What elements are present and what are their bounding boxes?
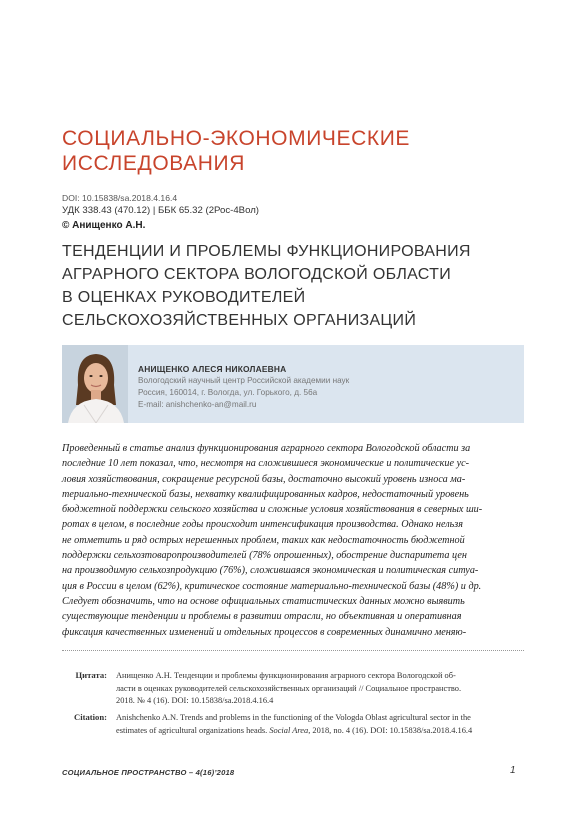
- abstract-line: существующие тенденции и проблемы в развитии отрасли, но объективная и оперативная: [62, 611, 462, 623]
- citation-ru: [116, 670, 524, 708]
- abstract-line: ротах в целом, в последние годы происходит интенсификация производства. Однако нельзя: [62, 519, 464, 531]
- article-title-line: ТЕНДЕНЦИИ И ПРОБЛЕМЫ ФУНКЦИОНИРОВАНИЯ: [62, 243, 471, 260]
- abstract-line: фиксация качественных изменений и отдельных процессов в современных динамично меняю-: [62, 626, 467, 638]
- author-affiliation: Вологодский научный центр Российской академии наук: [138, 376, 350, 385]
- citation-en-text: , 2018, no. 4 (16). DOI: 10.15838/sa.2018.4.16.4: [308, 725, 473, 735]
- article-title: [62, 240, 532, 332]
- abstract-line: последние 10 лет показал, что, несмотря на сложившиеся экономические и политические ус-: [62, 458, 470, 470]
- abstract-line: не отметить и ряд острых нерешенных проблем, таких как недостаточность бюджетной: [62, 534, 465, 546]
- author-address: Россия, 160014, г. Вологда, ул. Горького, д. 56а: [138, 388, 318, 397]
- udk-bbk: УДК 338.43 (470.12) | ББК 65.32 (2Рос-4Вол): [62, 205, 259, 216]
- abstract-line: Следует обозначить, что на основе официальных статистических данных можно выявить: [62, 595, 465, 607]
- citation-en-line: [116, 725, 524, 738]
- abstract-line: териально-технической базы, нехватку квалифицированных кадров, недостаточный уровень: [62, 488, 469, 500]
- section-title: [62, 126, 502, 176]
- abstract-line: на производимую сельхозпродукцию (76%), сложившаяся экономическая и политическая ситуа-: [62, 565, 479, 577]
- author-photo: [62, 345, 128, 423]
- article-title-line: СЕЛЬСКОХОЗЯЙСТВЕННЫХ ОРГАНИЗАЦИЙ: [62, 312, 417, 329]
- section-title-line: СОЦИАЛЬНО-ЭКОНОМИЧЕСКИЕ: [62, 127, 411, 150]
- abstract-line: Проведенный в статье анализ функционирования аграрного сектора Вологодской области за: [62, 443, 471, 454]
- citation-en-label: Citation:: [74, 712, 107, 722]
- copyright: © Анищенко А.Н.: [62, 220, 146, 231]
- citation-en-journal: Social Area: [269, 725, 309, 735]
- article-title-line: АГРАРНОГО СЕКТОРА ВОЛОГОДСКОЙ ОБЛАСТИ: [62, 266, 451, 283]
- citation-ru-line: Анищенко А.Н. Тенденции и проблемы функционирования аграрного сектора Вологодской об-: [116, 671, 456, 680]
- footer-journal: СОЦИАЛЬНОЕ ПРОСТРАНСТВО – 4(16)’2018: [62, 768, 235, 777]
- citation-ru-line: 2018. № 4 (16). DOI: 10.15838/sa.2018.4.16.4: [116, 696, 274, 705]
- citation-en: [116, 712, 524, 737]
- citation-en-text: estimates of agricultural organizations heads.: [116, 725, 270, 735]
- abstract-line: ция в России в целом (62%), критическое состояние материально-технической базы (48%) и др.: [62, 580, 482, 592]
- article-title-line: В ОЦЕНКАХ РУКОВОДИТЕЛЕЙ: [62, 289, 306, 306]
- author-name: АНИЩЕНКО АЛЕСЯ НИКОЛАЕВНА: [138, 364, 287, 374]
- citation-divider: [62, 650, 524, 652]
- abstract-line: ловия хозяйствования, сокращение ресурсной базы, достаточно высокий уровень износа ма-: [62, 473, 466, 485]
- doi[interactable]: DOI: 10.15838/sa.2018.4.16.4: [62, 193, 178, 203]
- citation-ru-label: Цитата:: [75, 670, 107, 680]
- abstract-line: поддержки сельхозтоваропроизводителей (78% опрошенных), обострение диспаритета цен: [62, 550, 467, 562]
- citation-en-line: Anishchenko A.N. Trends and problems in the functioning of the Vologda Oblast agricultural sector in the: [116, 713, 471, 722]
- abstract: [62, 441, 524, 640]
- citation-ru-line: ласти в оценках руководителей сельскохозяйственных организаций // Социальное пространство.: [116, 683, 462, 693]
- author-email[interactable]: E-mail: anishchenko-an@mail.ru: [138, 400, 257, 409]
- abstract-line: бюджетной поддержки сельского хозяйства и сложные условия хозяйствования в северных ши-: [62, 504, 483, 516]
- section-title-line: ИССЛЕДОВАНИЯ: [62, 152, 246, 175]
- page-number: 1: [510, 765, 516, 776]
